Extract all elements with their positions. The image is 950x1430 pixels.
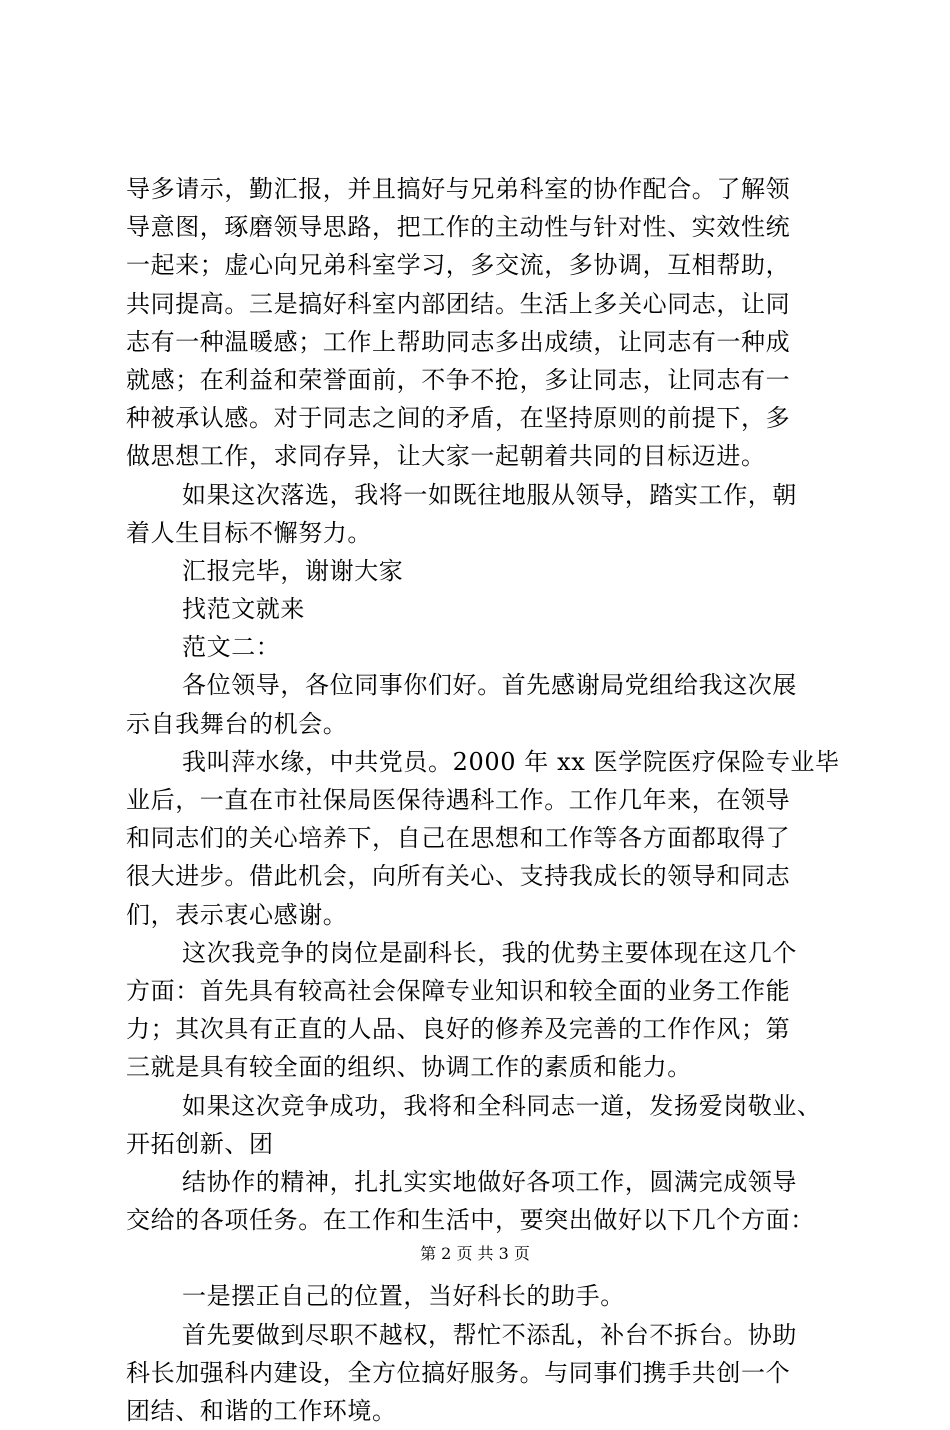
text-line: 着人生目标不懈努力。 (126, 518, 372, 547)
text-line: 找范文就来 (182, 595, 305, 624)
text-line: 方面：首先具有较高社会保障专业知识和较全面的业务工作能 (126, 976, 791, 1005)
text-line: 如果这次竞争成功，我将和全科同志一道，发扬爱岗敬业、 (182, 1091, 822, 1120)
text-line: 和同志们的关心培养下，自己在思想和工作等各方面都取得了 (126, 824, 791, 853)
text-line: 共同提高。三是搞好科室内部团结。生活上多关心同志，让同 (126, 289, 791, 318)
text-line: 汇报完毕，谢谢大家 (182, 556, 404, 585)
text-line: 们，表示衷心感谢。 (126, 900, 348, 929)
text-line: 我叫萍水缘，中共党员。2000 年 xx 医学院医疗保险专业毕 (182, 747, 840, 776)
text-line: 交给的各项任务。在工作和生活中，要突出做好以下几个方面： (126, 1206, 815, 1235)
document-body (126, 170, 840, 1430)
text-line: 就感；在利益和荣誉面前，不争不抢，多让同志，让同志有一 (126, 365, 791, 394)
text-line: 很大进步。借此机会，向所有关心、支持我成长的领导和同志 (126, 862, 791, 891)
text-line: 科长加强科内建设，全方位搞好服务。与同事们携手共创一个 (126, 1358, 791, 1387)
text-line: 示自我舞台的机会。 (126, 709, 348, 738)
text-line: 力；其次具有正直的人品、良好的修养及完善的工作作风；第 (126, 1015, 791, 1044)
text-line: 结协作的精神，扎扎实实地做好各项工作，圆满完成领导 (182, 1167, 797, 1196)
text-line: 各位领导，各位同事你们好。首先感谢局党组给我这次展 (182, 671, 797, 700)
text-line: 范文二： (182, 633, 281, 662)
text-line: 种被承认感。对于同志之间的矛盾，在坚持原则的前提下，多 (126, 404, 791, 433)
text-line: 导多请示，勤汇报，并且搞好与兄弟科室的协作配合。了解领 (126, 175, 791, 203)
text-line: 志有一种温暖感；工作上帮助同志多出成绩，让同志有一种成 (126, 327, 791, 356)
text-line: 一起来；虚心向兄弟科室学习，多交流，多协调，互相帮助， (126, 251, 791, 280)
text-line: 如果这次落选，我将一如既往地服从领导，踏实工作，朝 (182, 480, 797, 509)
text-line: 这次我竞争的岗位是副科长，我的优势主要体现在这几个 (182, 938, 797, 967)
text-line: 导意图，琢磨领导思路，把工作的主动性与针对性、实效性统 (126, 213, 791, 242)
text-line: 做思想工作，求同存异，让大家一起朝着共同的目标迈进。 (126, 442, 766, 471)
text-line: 首先要做到尽职不越权，帮忙不添乱，补台不拆台。协助 (182, 1320, 797, 1349)
text-line: 一是摆正自己的位置，当好科长的助手。 (182, 1282, 625, 1311)
page-footer: 第 2 页 共 3 页 (420, 1244, 530, 1263)
text-line: 业后，一直在市社保局医保待遇科工作。工作几年来，在领导 (126, 786, 791, 814)
text-line: 开拓创新、团 (126, 1129, 274, 1158)
text-line: 团结、和谐的工作环境。 (126, 1397, 397, 1425)
text-line: 三就是具有较全面的组织、协调工作的素质和能力。 (126, 1053, 692, 1082)
